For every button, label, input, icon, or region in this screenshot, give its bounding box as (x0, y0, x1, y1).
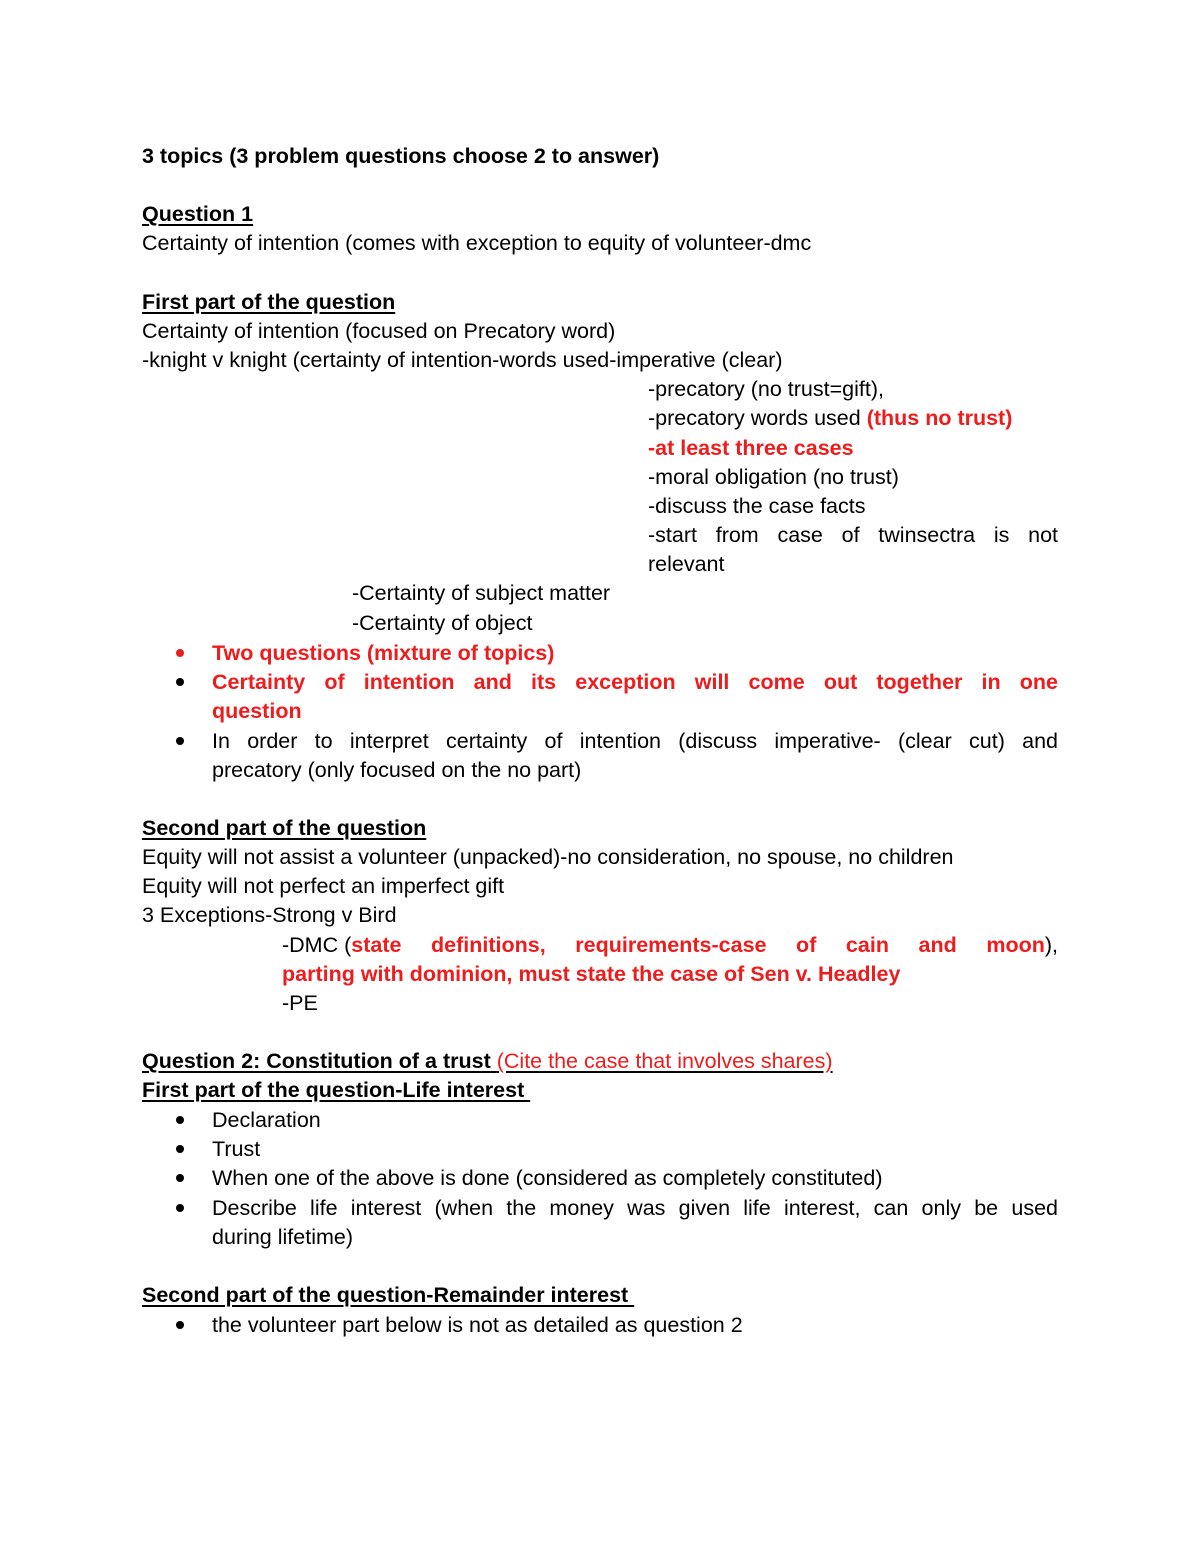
dmc-requirements-note: state definitions, requirements-case of cain and moon (351, 933, 1045, 957)
exceptions-line: 3 Exceptions-Strong v Bird (142, 903, 397, 927)
q2-part1-title: First part of the question-Life interest (142, 1078, 531, 1102)
question-1-intro: Certainty of intention (comes with exception to equity of volunteer-dmc (142, 231, 812, 255)
bullet-exception-together-cont: question (212, 699, 302, 723)
bullet-volunteer-part: the volunteer part below is not as detailed as question 2 (212, 1313, 743, 1337)
object-line: -Certainty of object (352, 611, 533, 635)
case-facts-line: -discuss the case facts (648, 494, 866, 518)
bullet-exception-together: Certainty of intention and its exception will come out together in one (212, 670, 1058, 694)
dmc-prefix: -DMC ( (282, 933, 352, 957)
q2-part2-title: Second part of the question-Remainder interest (142, 1283, 635, 1307)
bullet-dot (176, 1174, 184, 1182)
moral-obligation-line: -moral obligation (no trust) (648, 465, 899, 489)
document-heading: 3 topics (3 problem questions choose 2 to answer) (142, 144, 660, 168)
bullet-dot (176, 649, 184, 657)
knight-v-knight-line: -knight v knight (certainty of intention-words used-imperative (clear) (142, 348, 783, 372)
bullet-dot (176, 737, 184, 745)
question-1-title: Question 1 (142, 202, 254, 226)
bullet-dot (176, 1321, 184, 1329)
dominion-note: parting with dominion, must state the case of Sen v. Headley (282, 962, 901, 986)
q1-part1-line: Certainty of intention (focused on Precatory word) (142, 319, 616, 343)
q1-part2-title: Second part of the question (142, 816, 427, 840)
precatory-line: -precatory (no trust=gift), (648, 377, 884, 401)
dmc-line (282, 931, 1058, 960)
twinsectra-line: -start from case of twinsectra is not (648, 523, 1058, 547)
pe-line: -PE (282, 991, 318, 1015)
bullet-dot (176, 1116, 184, 1124)
bullet-trust: Trust (212, 1137, 261, 1161)
q1-part1-title: First part of the question (142, 290, 396, 314)
bullet-life-interest: Describe life interest (when the money was given life interest, can only be used (212, 1196, 1058, 1220)
bullet-two-questions: Two questions (mixture of topics) (212, 641, 555, 665)
twinsectra-line-cont: relevant (648, 552, 725, 576)
bullet-dot (176, 1145, 184, 1153)
equity-volunteer-line: Equity will not assist a volunteer (unpacked)-no consideration, no spouse, no children (142, 845, 954, 869)
bullet-interpret-intention: In order to interpret certainty of intention (discuss imperative- (clear cut) and (212, 729, 1058, 753)
bullet-dot (176, 1204, 184, 1212)
bullet-declaration: Declaration (212, 1108, 321, 1132)
precatory-words-line (648, 404, 1058, 433)
question-2-title-text: Question 2: Constitution of a trust (142, 1049, 491, 1073)
bullet-dot (176, 678, 184, 686)
thus-no-trust-note: (thus no trust) (866, 406, 1013, 430)
dmc-suffix: ), (1044, 933, 1058, 957)
three-cases-note: -at least three cases (648, 436, 854, 460)
bullet-completely-constituted: When one of the above is done (considered as completely constituted) (212, 1166, 883, 1190)
bullet-life-interest-cont: during lifetime) (212, 1225, 353, 1249)
question-2-cite-note: (Cite the case that involves shares) (496, 1049, 833, 1073)
subject-matter-line: -Certainty of subject matter (352, 581, 611, 605)
question-2-title (142, 1047, 1058, 1076)
precatory-words-text: -precatory words used (648, 406, 867, 430)
imperfect-gift-line: Equity will not perfect an imperfect gift (142, 874, 505, 898)
bullet-interpret-intention-cont: precatory (only focused on the no part) (212, 758, 582, 782)
